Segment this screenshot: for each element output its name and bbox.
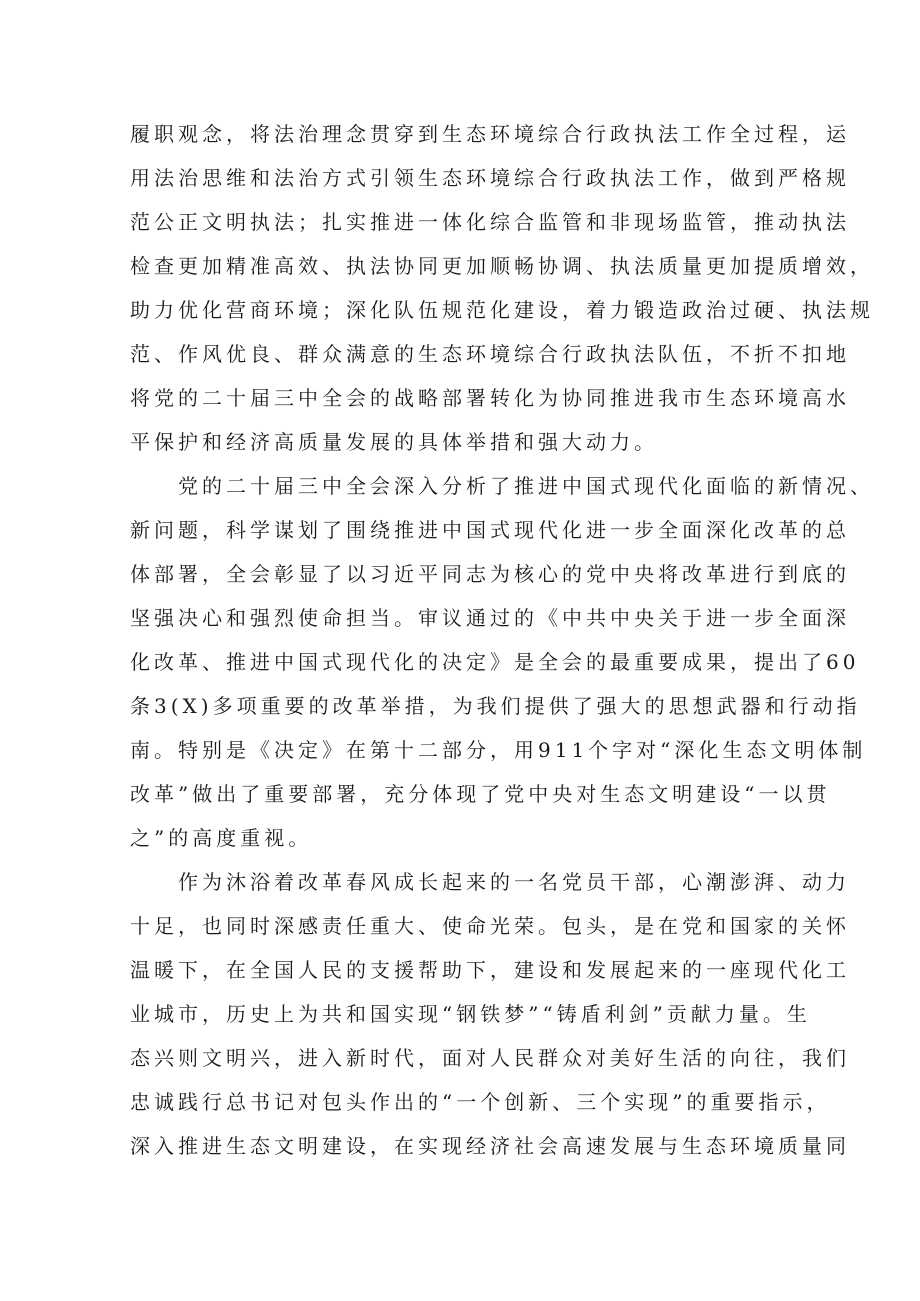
- text-line: 南。特别是《决定》在第十二部分，用911个字对“深化生态文明体制: [130, 738, 867, 762]
- text-line: 温暖下，在全国人民的支援帮助下，建设和发展起来的一座现代化工: [130, 958, 850, 982]
- text-line: 深入推进生态文明建设，在实现经济社会高速发展与生态环境质量同: [130, 1134, 850, 1158]
- text-line: 将党的二十届三中全会的战略部署转化为协同推进我市生态环境高水: [130, 386, 850, 410]
- text-line: 作为沐浴着改革春风成长起来的一名党员干部，心潮澎湃、动力: [178, 870, 850, 894]
- text-line: 十足，也同时深感责任重大、使命光荣。包头，是在党和国家的关怀: [130, 914, 850, 938]
- text-line: 履职观念，将法治理念贯穿到生态环境综合行政执法工作全过程，运: [130, 122, 850, 146]
- text-line: 体部署，全会彰显了以习近平同志为核心的党中央将改革进行到底的: [130, 562, 850, 586]
- paragraph-3: [130, 860, 850, 1168]
- text-line: 范、作风优良、群众满意的生态环境综合行政执法队伍，不折不扣地: [130, 342, 850, 366]
- document-body: [130, 112, 874, 1168]
- text-line: 检查更加精准高效、执法协同更加顺畅协调、执法质量更加提质增效，: [130, 254, 874, 278]
- text-line: 坚强决心和强烈使命担当。审议通过的《中共中央关于进一步全面深: [130, 606, 850, 630]
- text-line: 助力优化营商环境；深化队伍规范化建设，着力锻造政治过硬、执法规: [130, 298, 874, 322]
- text-line: 平保护和经济高质量发展的具体举措和强大动力。: [130, 430, 658, 454]
- text-line: 党的二十届三中全会深入分析了推进中国式现代化面临的新情况、: [178, 474, 874, 498]
- text-line: 改革”做出了重要部署，充分体现了党中央对生态文明建设“一以贯: [130, 782, 831, 806]
- text-line: 条3(X)多项重要的改革举措，为我们提供了强大的思想武器和行动指: [130, 694, 861, 718]
- text-line: 用法治思维和法治方式引领生态环境综合行政执法工作，做到严格规: [130, 166, 850, 190]
- text-line: 业城市，历史上为共和国实现“钢铁梦”“铸盾利剑”贡献力量。生: [130, 1002, 811, 1026]
- text-line: 态兴则文明兴，进入新时代，面对人民群众对美好生活的向往，我们: [130, 1046, 850, 1070]
- text-line: 忠诚践行总书记对包头作出的“一个创新、三个实现”的重要指示，: [130, 1090, 831, 1114]
- text-line: 范公正文明执法；扎实推进一体化综合监管和非现场监管，推动执法: [130, 210, 850, 234]
- text-line: 化改革、推进中国式现代化的决定》是全会的最重要成果，提出了60: [130, 650, 860, 674]
- paragraph-1: [130, 112, 874, 464]
- text-line: 之”的高度重视。: [130, 826, 313, 850]
- paragraph-2: [130, 464, 874, 860]
- text-line: 新问题，科学谋划了围绕推进中国式现代化进一步全面深化改革的总: [130, 518, 850, 542]
